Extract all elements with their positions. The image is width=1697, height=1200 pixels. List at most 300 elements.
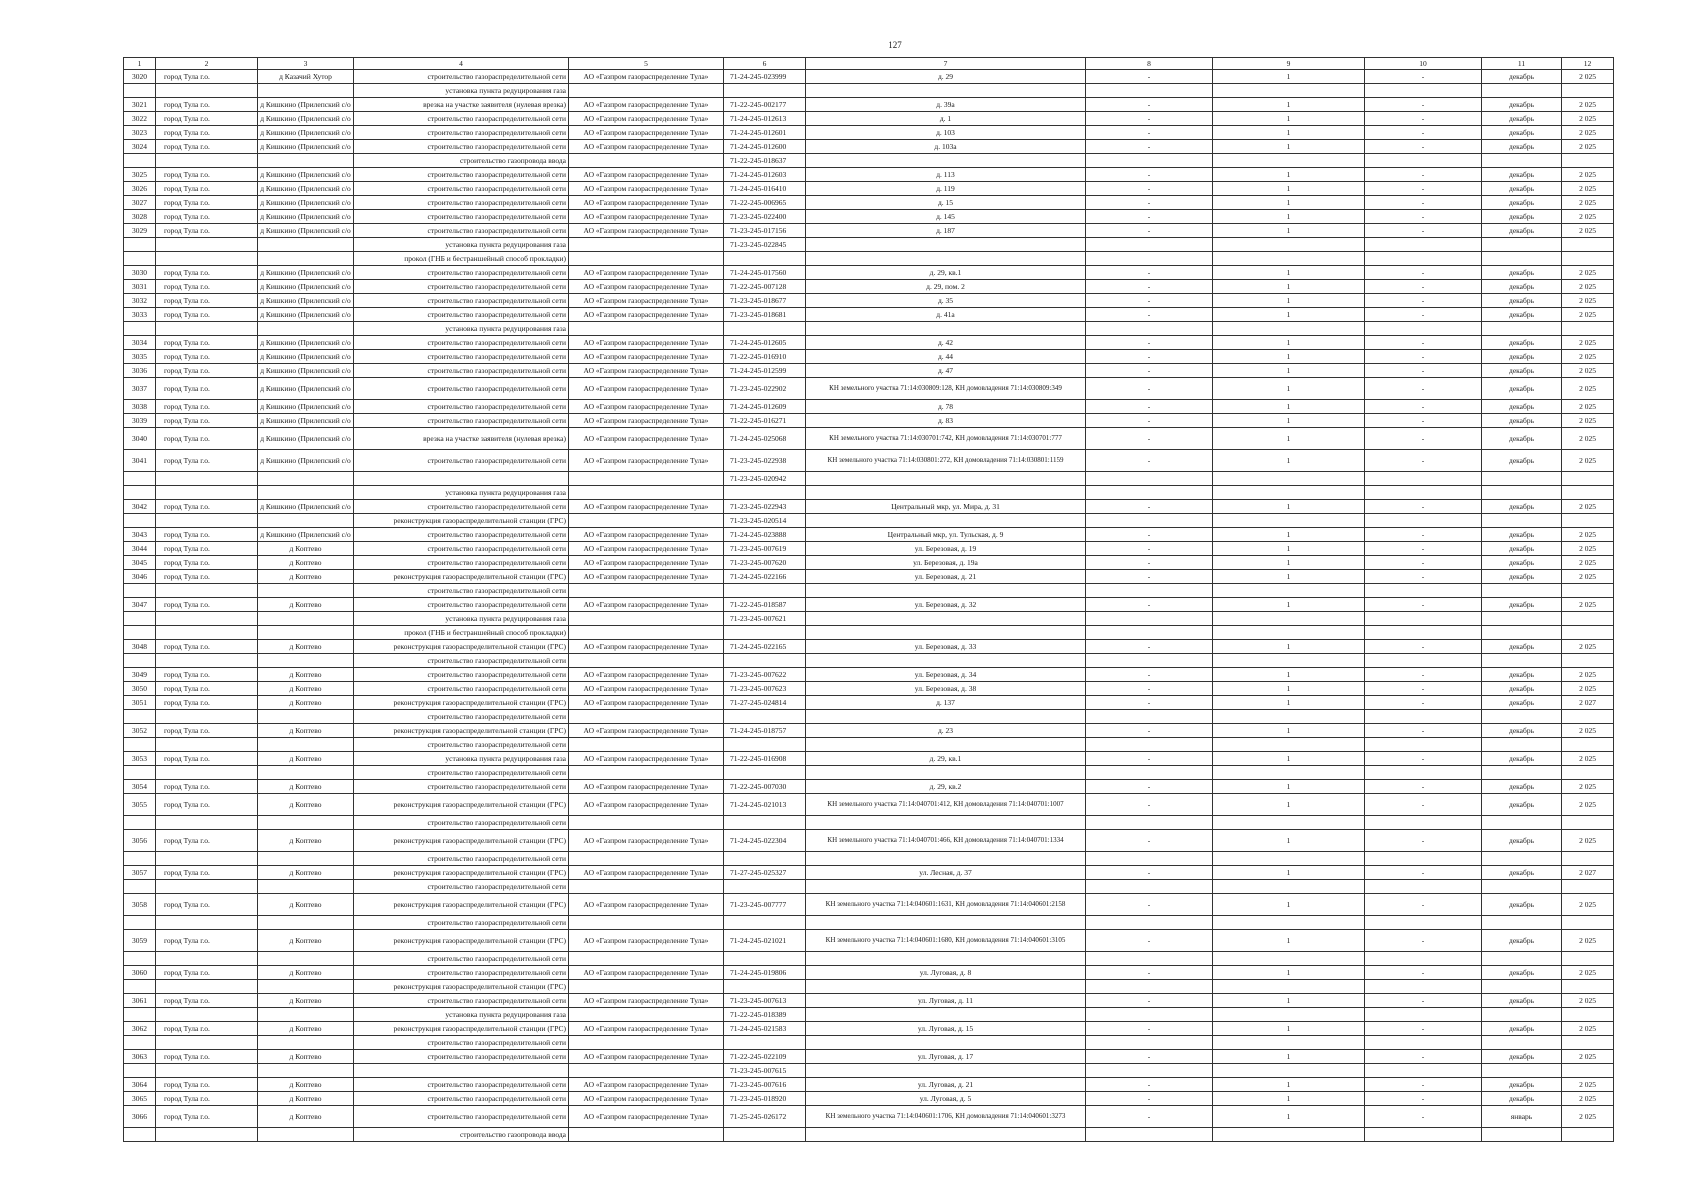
- table-cell: [1482, 852, 1562, 866]
- table-cell: 1: [1213, 1050, 1365, 1064]
- table-cell: город Тула г.о.: [156, 994, 258, 1008]
- table-cell: -: [1365, 542, 1482, 556]
- table-cell: [806, 1036, 1086, 1050]
- table-cell: [1562, 980, 1614, 994]
- table-row: [124, 830, 1614, 852]
- table-row: [124, 84, 1614, 98]
- table-cell: [258, 238, 354, 252]
- table-cell: 3044: [124, 542, 156, 556]
- table-cell: 71-22-245-006965: [724, 196, 806, 210]
- table-cell: 71-24-245-021583: [724, 1022, 806, 1036]
- table-cell: 1: [1213, 70, 1365, 84]
- table-cell: город Тула г.о.: [156, 428, 258, 450]
- table-cell: 3039: [124, 414, 156, 428]
- table-cell: [124, 322, 156, 336]
- table-cell: д Кишкино (Прилепский с/о: [258, 414, 354, 428]
- table-cell: 3021: [124, 98, 156, 112]
- table-cell: [258, 1036, 354, 1050]
- table-cell: [1086, 154, 1213, 168]
- table-cell: [724, 816, 806, 830]
- table-row: [124, 168, 1614, 182]
- table-cell: АО «Газпром газораспределение Тула»: [569, 542, 724, 556]
- table-cell: [1482, 916, 1562, 930]
- column-header: 11: [1482, 58, 1562, 70]
- table-cell: 71-24-245-012600: [724, 140, 806, 154]
- table-cell: д Коптево: [258, 556, 354, 570]
- table-cell: [1482, 1064, 1562, 1078]
- table-cell: 2 025: [1562, 682, 1614, 696]
- table-cell: 1: [1213, 500, 1365, 514]
- table-cell: [1365, 1064, 1482, 1078]
- table-cell: [806, 980, 1086, 994]
- table-cell: 3041: [124, 450, 156, 472]
- table-cell: 71-24-245-017560: [724, 266, 806, 280]
- table-cell: [1365, 322, 1482, 336]
- table-cell: д. 15: [806, 196, 1086, 210]
- table-cell: [1482, 654, 1562, 668]
- table-cell: -: [1086, 364, 1213, 378]
- table-cell: реконструкция газораспределительной станции (ГРС): [354, 930, 569, 952]
- table-cell: 3061: [124, 994, 156, 1008]
- table-cell: [1365, 816, 1482, 830]
- table-cell: [569, 612, 724, 626]
- table-cell: [156, 252, 258, 266]
- table-cell: [1213, 154, 1365, 168]
- table-cell: -: [1365, 830, 1482, 852]
- table-cell: -: [1086, 866, 1213, 880]
- table-cell: [569, 154, 724, 168]
- table-cell: -: [1086, 1106, 1213, 1128]
- table-cell: 1: [1213, 414, 1365, 428]
- column-header: 7: [806, 58, 1086, 70]
- table-cell: [1086, 710, 1213, 724]
- table-cell: ул. Луговая, д. 15: [806, 1022, 1086, 1036]
- table-cell: [1482, 154, 1562, 168]
- table-cell: город Тула г.о.: [156, 1022, 258, 1036]
- table-cell: [1562, 880, 1614, 894]
- table-cell: [258, 514, 354, 528]
- table-cell: [806, 322, 1086, 336]
- table-cell: [1365, 584, 1482, 598]
- table-cell: -: [1365, 966, 1482, 980]
- table-cell: 3060: [124, 966, 156, 980]
- table-cell: 71-24-245-016410: [724, 182, 806, 196]
- table-cell: 3063: [124, 1050, 156, 1064]
- table-cell: [1562, 84, 1614, 98]
- table-row: [124, 1128, 1614, 1142]
- table-cell: -: [1365, 414, 1482, 428]
- table-cell: [258, 816, 354, 830]
- table-cell: город Тула г.о.: [156, 752, 258, 766]
- table-cell: [124, 738, 156, 752]
- table-cell: 2 025: [1562, 966, 1614, 980]
- table-cell: город Тула г.о.: [156, 696, 258, 710]
- table-cell: [1213, 252, 1365, 266]
- table-cell: [569, 514, 724, 528]
- table-cell: 3064: [124, 1078, 156, 1092]
- table-cell: [1213, 486, 1365, 500]
- table-cell: 71-23-245-020514: [724, 514, 806, 528]
- table-cell: ул. Березовая, д. 32: [806, 598, 1086, 612]
- table-cell: [1365, 154, 1482, 168]
- table-row: [124, 866, 1614, 880]
- table-cell: 3056: [124, 830, 156, 852]
- table-cell: [156, 852, 258, 866]
- table-cell: [569, 322, 724, 336]
- table-cell: 2 025: [1562, 830, 1614, 852]
- table-cell: [258, 84, 354, 98]
- table-cell: [156, 766, 258, 780]
- table-cell: АО «Газпром газораспределение Тула»: [569, 1050, 724, 1064]
- table-cell: 71-24-245-023999: [724, 70, 806, 84]
- table-cell: 71-24-245-019806: [724, 966, 806, 980]
- table-cell: [1365, 980, 1482, 994]
- table-cell: 3025: [124, 168, 156, 182]
- table-cell: [258, 952, 354, 966]
- table-cell: 2 025: [1562, 542, 1614, 556]
- table-cell: [1086, 486, 1213, 500]
- table-cell: 1: [1213, 556, 1365, 570]
- table-cell: -: [1365, 196, 1482, 210]
- table-cell: город Тула г.о.: [156, 780, 258, 794]
- table-cell: -: [1086, 378, 1213, 400]
- table-cell: 1: [1213, 1022, 1365, 1036]
- table-cell: [1482, 1128, 1562, 1142]
- table-row: [124, 724, 1614, 738]
- table-cell: [1482, 710, 1562, 724]
- table-cell: [1086, 1008, 1213, 1022]
- table-cell: [124, 238, 156, 252]
- table-cell: [156, 322, 258, 336]
- header-row: [124, 58, 1614, 70]
- table-cell: д Коптево: [258, 994, 354, 1008]
- table-cell: [1213, 84, 1365, 98]
- table-cell: д Коптево: [258, 1106, 354, 1128]
- table-cell: д Коптево: [258, 1050, 354, 1064]
- table-cell: д. 187: [806, 224, 1086, 238]
- table-cell: город Тула г.о.: [156, 364, 258, 378]
- table-cell: [156, 514, 258, 528]
- table-cell: ул. Луговая, д. 5: [806, 1092, 1086, 1106]
- table-cell: [1086, 252, 1213, 266]
- table-cell: 2 025: [1562, 336, 1614, 350]
- table-row: [124, 514, 1614, 528]
- column-header: 5: [569, 58, 724, 70]
- table-cell: строительство газораспределительной сети: [354, 654, 569, 668]
- table-row: [124, 1022, 1614, 1036]
- table-cell: город Тула г.о.: [156, 528, 258, 542]
- table-cell: город Тула г.о.: [156, 450, 258, 472]
- table-cell: 71-24-245-023888: [724, 528, 806, 542]
- table-cell: 3055: [124, 794, 156, 816]
- table-cell: строительство газораспределительной сети: [354, 210, 569, 224]
- table-cell: [1482, 626, 1562, 640]
- table-cell: [124, 84, 156, 98]
- table-cell: АО «Газпром газораспределение Тула»: [569, 294, 724, 308]
- table-cell: строительство газораспределительной сети: [354, 668, 569, 682]
- table-cell: АО «Газпром газораспределение Тула»: [569, 350, 724, 364]
- table-cell: строительство газораспределительной сети: [354, 1078, 569, 1092]
- table-cell: город Тула г.о.: [156, 542, 258, 556]
- table-cell: 71-24-245-022304: [724, 830, 806, 852]
- table-cell: 71-23-245-007615: [724, 1064, 806, 1078]
- column-header: 3: [258, 58, 354, 70]
- table-cell: 2 025: [1562, 724, 1614, 738]
- table-cell: [258, 612, 354, 626]
- table-cell: КН земельного участка 71:14:040701:466, КН домовладения 71:14:040701:1334: [806, 830, 1086, 852]
- table-cell: [806, 1064, 1086, 1078]
- table-cell: [1562, 612, 1614, 626]
- table-cell: АО «Газпром газораспределение Тула»: [569, 378, 724, 400]
- table-cell: д Кишкино (Прилепский с/о: [258, 308, 354, 322]
- table-row: [124, 182, 1614, 196]
- table-cell: декабрь: [1482, 98, 1562, 112]
- table-cell: -: [1086, 500, 1213, 514]
- column-header: 10: [1365, 58, 1482, 70]
- table-cell: реконструкция газораспределительной станции (ГРС): [354, 696, 569, 710]
- table-cell: -: [1086, 994, 1213, 1008]
- table-cell: [1086, 1036, 1213, 1050]
- table-cell: город Тула г.о.: [156, 280, 258, 294]
- table-cell: установка пункта редуцирования газа: [354, 322, 569, 336]
- table-cell: 1: [1213, 994, 1365, 1008]
- table-row: [124, 1106, 1614, 1128]
- table-cell: 1: [1213, 966, 1365, 980]
- table-cell: 1: [1213, 168, 1365, 182]
- table-cell: [1562, 654, 1614, 668]
- table-cell: [1482, 1008, 1562, 1022]
- table-row: [124, 280, 1614, 294]
- table-cell: [1482, 486, 1562, 500]
- table-cell: [1482, 252, 1562, 266]
- table-cell: -: [1086, 182, 1213, 196]
- table-cell: АО «Газпром газораспределение Тула»: [569, 1092, 724, 1106]
- table-cell: [1482, 1036, 1562, 1050]
- table-cell: 3062: [124, 1022, 156, 1036]
- table-cell: 71-22-245-018389: [724, 1008, 806, 1022]
- table-cell: д Коптево: [258, 640, 354, 654]
- table-row: [124, 450, 1614, 472]
- table-cell: [1213, 952, 1365, 966]
- table-cell: [569, 980, 724, 994]
- table-cell: АО «Газпром газораспределение Тула»: [569, 224, 724, 238]
- table-cell: д. 29, пом. 2: [806, 280, 1086, 294]
- table-cell: [1365, 916, 1482, 930]
- table-cell: [1213, 514, 1365, 528]
- table-cell: 3024: [124, 140, 156, 154]
- table-cell: д. 145: [806, 210, 1086, 224]
- table-cell: 1: [1213, 224, 1365, 238]
- table-cell: город Тула г.о.: [156, 966, 258, 980]
- table-cell: д Коптево: [258, 1092, 354, 1106]
- table-cell: -: [1365, 266, 1482, 280]
- table-row: [124, 414, 1614, 428]
- table-cell: декабрь: [1482, 930, 1562, 952]
- table-cell: -: [1365, 752, 1482, 766]
- table-cell: [1086, 766, 1213, 780]
- table-cell: ул. Березовая, д. 38: [806, 682, 1086, 696]
- table-cell: [569, 916, 724, 930]
- table-cell: [1562, 1064, 1614, 1078]
- table-cell: [569, 238, 724, 252]
- table-cell: 1: [1213, 528, 1365, 542]
- table-cell: АО «Газпром газораспределение Тула»: [569, 112, 724, 126]
- table-cell: строительство газораспределительной сети: [354, 400, 569, 414]
- table-cell: строительство газораспределительной сети: [354, 350, 569, 364]
- table-cell: строительство газораспределительной сети: [354, 500, 569, 514]
- table-cell: [1365, 612, 1482, 626]
- table-row: [124, 584, 1614, 598]
- table-cell: 1: [1213, 140, 1365, 154]
- table-cell: 2 025: [1562, 196, 1614, 210]
- table-cell: д. 42: [806, 336, 1086, 350]
- table-cell: [724, 1036, 806, 1050]
- table-cell: [1482, 514, 1562, 528]
- table-cell: [156, 1128, 258, 1142]
- table-cell: [124, 252, 156, 266]
- table-cell: строительство газораспределительной сети: [354, 112, 569, 126]
- table-row: [124, 378, 1614, 400]
- table-cell: строительство газораспределительной сети: [354, 266, 569, 280]
- table-cell: 2 025: [1562, 994, 1614, 1008]
- table-cell: [724, 880, 806, 894]
- table-cell: декабрь: [1482, 140, 1562, 154]
- table-cell: АО «Газпром газораспределение Тула»: [569, 752, 724, 766]
- table-cell: [1482, 584, 1562, 598]
- table-cell: 1: [1213, 752, 1365, 766]
- table-cell: 2 025: [1562, 364, 1614, 378]
- table-cell: [1562, 626, 1614, 640]
- table-cell: -: [1086, 794, 1213, 816]
- table-cell: д. 41а: [806, 308, 1086, 322]
- table-cell: [258, 1128, 354, 1142]
- table-cell: строительство газораспределительной сети: [354, 126, 569, 140]
- table-cell: город Тула г.о.: [156, 682, 258, 696]
- table-cell: [156, 816, 258, 830]
- table-cell: 1: [1213, 830, 1365, 852]
- table-cell: -: [1086, 112, 1213, 126]
- table-cell: 71-22-245-007128: [724, 280, 806, 294]
- table-cell: [1213, 1036, 1365, 1050]
- table-row: [124, 364, 1614, 378]
- table-cell: д Коптево: [258, 894, 354, 916]
- table-cell: 1: [1213, 794, 1365, 816]
- table-cell: декабрь: [1482, 830, 1562, 852]
- table-cell: -: [1086, 570, 1213, 584]
- table-cell: установка пункта редуцирования газа: [354, 84, 569, 98]
- table-cell: декабрь: [1482, 450, 1562, 472]
- table-cell: -: [1086, 1078, 1213, 1092]
- table-cell: д Коптево: [258, 866, 354, 880]
- table-cell: 1: [1213, 570, 1365, 584]
- table-cell: [1482, 84, 1562, 98]
- table-cell: 1: [1213, 428, 1365, 450]
- table-cell: [124, 1128, 156, 1142]
- table-cell: город Тула г.о.: [156, 570, 258, 584]
- table-cell: 3058: [124, 894, 156, 916]
- table-cell: [1086, 84, 1213, 98]
- table-cell: 2 027: [1562, 866, 1614, 880]
- table-cell: ул. Луговая, д. 17: [806, 1050, 1086, 1064]
- table-cell: [124, 154, 156, 168]
- table-cell: 3033: [124, 308, 156, 322]
- table-cell: -: [1086, 556, 1213, 570]
- table-cell: [1213, 766, 1365, 780]
- table-cell: декабрь: [1482, 70, 1562, 84]
- table-cell: декабрь: [1482, 570, 1562, 584]
- table-row: [124, 682, 1614, 696]
- table-row: [124, 350, 1614, 364]
- table-cell: [1482, 612, 1562, 626]
- table-cell: 3048: [124, 640, 156, 654]
- table-cell: АО «Газпром газораспределение Тула»: [569, 168, 724, 182]
- table-cell: строительство газораспределительной сети: [354, 336, 569, 350]
- table-cell: д. 78: [806, 400, 1086, 414]
- table-cell: строительство газораспределительной сети: [354, 1106, 569, 1128]
- table-cell: -: [1365, 280, 1482, 294]
- table-cell: [1086, 514, 1213, 528]
- table-cell: 1: [1213, 1106, 1365, 1128]
- table-cell: 1: [1213, 724, 1365, 738]
- table-cell: КН земельного участка 71:14:040701:412, КН домовладения 71:14:040701:1007: [806, 794, 1086, 816]
- table-cell: ул. Луговая, д. 11: [806, 994, 1086, 1008]
- table-cell: 71-25-245-026172: [724, 1106, 806, 1128]
- table-cell: 1: [1213, 668, 1365, 682]
- table-cell: -: [1365, 168, 1482, 182]
- table-cell: декабрь: [1482, 428, 1562, 450]
- table-cell: [1482, 738, 1562, 752]
- table-cell: [1562, 816, 1614, 830]
- table-cell: [1213, 852, 1365, 866]
- table-cell: 71-24-245-012603: [724, 168, 806, 182]
- table-cell: [1365, 84, 1482, 98]
- table-row: [124, 400, 1614, 414]
- table-cell: 3020: [124, 70, 156, 84]
- table-cell: д Кишкино (Прилепский с/о: [258, 168, 354, 182]
- table-cell: 2 025: [1562, 930, 1614, 952]
- table-cell: декабрь: [1482, 224, 1562, 238]
- table-cell: [806, 472, 1086, 486]
- table-row: [124, 966, 1614, 980]
- table-cell: -: [1086, 294, 1213, 308]
- table-cell: декабрь: [1482, 112, 1562, 126]
- table-cell: [156, 916, 258, 930]
- table-cell: -: [1365, 1050, 1482, 1064]
- table-cell: [1213, 322, 1365, 336]
- table-cell: д. 137: [806, 696, 1086, 710]
- table-cell: [258, 880, 354, 894]
- table-cell: [806, 738, 1086, 752]
- table-cell: 2 025: [1562, 1050, 1614, 1064]
- table-cell: д. 29, кв.1: [806, 752, 1086, 766]
- table-cell: АО «Газпром газораспределение Тула»: [569, 414, 724, 428]
- table-cell: 71-23-245-022938: [724, 450, 806, 472]
- table-row: [124, 154, 1614, 168]
- table-cell: -: [1365, 126, 1482, 140]
- table-row: [124, 994, 1614, 1008]
- table-row: [124, 794, 1614, 816]
- table-cell: 2 025: [1562, 1022, 1614, 1036]
- table-row: [124, 980, 1614, 994]
- table-row: [124, 1092, 1614, 1106]
- table-cell: строительство газораспределительной сети: [354, 556, 569, 570]
- table-cell: строительство газораспределительной сети: [354, 542, 569, 556]
- table-cell: [1213, 816, 1365, 830]
- table-cell: 71-23-245-018681: [724, 308, 806, 322]
- table-cell: АО «Газпром газораспределение Тула»: [569, 126, 724, 140]
- table-cell: [1365, 710, 1482, 724]
- table-cell: [124, 1008, 156, 1022]
